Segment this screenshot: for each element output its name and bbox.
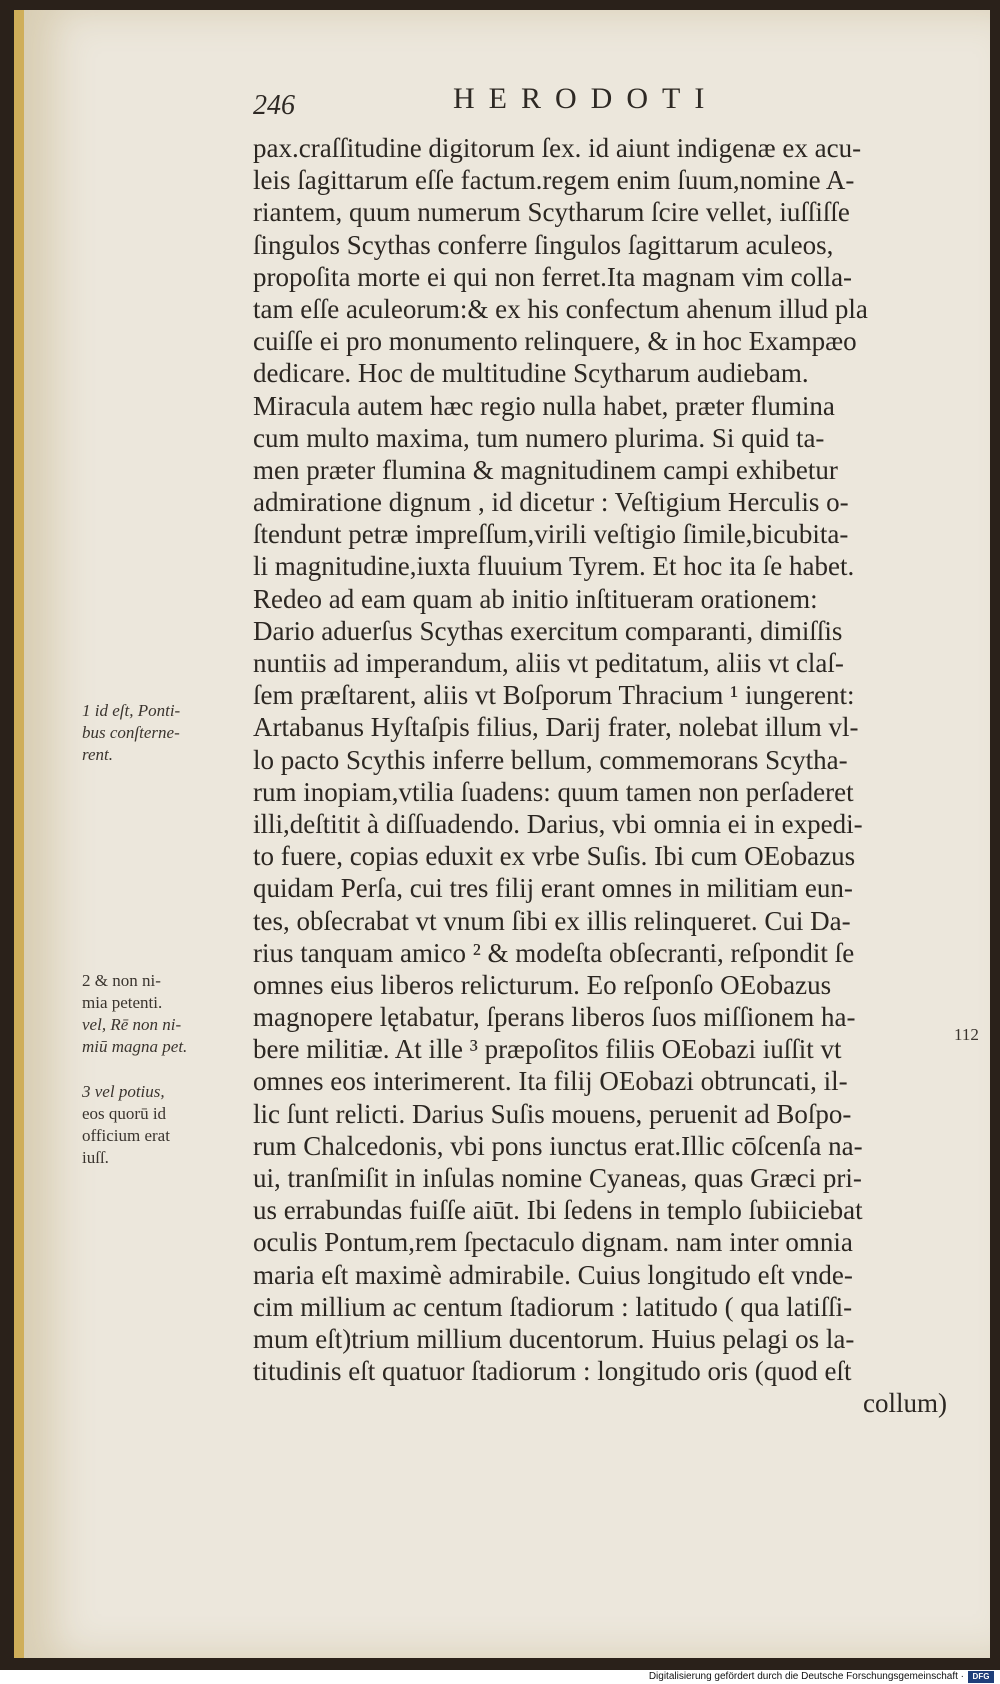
marginal-note-line: bus conſterne- (82, 723, 180, 742)
text-line: magnopere lętabatur, ſperans liberos ſuos miſſionem ha- (253, 1002, 856, 1033)
body-text (253, 132, 953, 1420)
text-line: mum eſt)trium millium ducentorum. Huius pelagi os la- (253, 1323, 855, 1354)
text-line: lic ſunt relicti. Darius Suſis mouens, peruenit ad Boſpo- (253, 1098, 852, 1129)
text-line: Redeo ad eam quam ab initio inſtitueram orationem: (253, 583, 818, 614)
text-line: to fuere, copias eduxit ex vrbe Suſis. Ibi cum OEobazus (253, 841, 856, 872)
text-line: tam eſſe aculeorum:& ex his confectum ahenum illud pla (253, 293, 868, 324)
footer-credit: Digitalisierung gefördert durch die Deutsche Forschungsgemeinschaft · (648, 1671, 964, 1682)
text-line: ſtendunt petræ impreſſum,virili veſtigio ſimile,bicubita- (253, 519, 849, 550)
text-line: nuntiis ad imperandum, aliis vt peditatum, aliis vt claſ- (253, 648, 844, 678)
text-line: ſingulos Scythas conferre ſingulos ſagittarum aculeos, (253, 229, 834, 260)
text-line: leis ſagittarum eſſe factum.regem enim ſuum,nomine A- (253, 165, 855, 196)
text-line: cuiſſe ei pro monumento relinquere, & in hoc Exampæo (253, 326, 857, 357)
page-header (253, 82, 773, 132)
marginal-note-line: 3 vel potius, (82, 1082, 165, 1101)
text-line: pax.craſſitudine digitorum ſex. id aiunt indigenæ ex acu- (253, 133, 862, 163)
marginal-note-2 (82, 970, 248, 1058)
marginal-note-3 (82, 1081, 248, 1169)
text-line: li magnitudine,iuxta fluuium Tyrem. Et hoc ita ſe habet. (253, 551, 855, 582)
text-line: propoſita morte ei qui non ferret.Ita magnam vim colla- (253, 261, 853, 292)
text-line: tes, obſecrabat vt vnum ſibi ex illis relinqueret. Cui Da- (253, 905, 851, 936)
text-line: maria eſt maximè admirabile. Cuius longitudo eſt vnde- (253, 1259, 853, 1290)
marginal-note-1 (82, 700, 248, 766)
marginal-note-line: miū magna pet. (82, 1037, 188, 1056)
text-line: Artabanus Hyſtaſpis filius, Darij frater, nolebat illum vl- (253, 712, 859, 743)
text-line: dedicare. Hoc de multitudine Scytharum audiebam. (253, 358, 809, 389)
marginal-note-line: mia petenti. (82, 993, 163, 1012)
text-line: us errabundas fuiſſe aiūt. Ibi ſedens in templo ſubiiciebat (253, 1195, 863, 1226)
footer-bar (0, 1670, 1000, 1684)
marginal-note-line: iuſſ. (82, 1148, 109, 1167)
text-line: illi,deſtitit à diſſuadendo. Darius, vbi omnia ei in expedi- (253, 808, 863, 839)
text-line: lo pacto Scythis inferre bellum, commemorans Scytha- (253, 744, 848, 775)
text-line: omnes eius liberos relicturum. Eo reſponſo OEobazus (253, 969, 832, 1000)
text-line: rius tanquam amico ² & modeſta obſecranti, reſpondit ſe (253, 937, 855, 968)
marginal-note-line: rent. (82, 745, 114, 764)
text-line: oculis Pontum,rem ſpectaculo dignam. nam inter omnia (253, 1227, 853, 1258)
text-line: rum Chalcedonis, vbi pons iunctus erat.Illic cōſcenſa na- (253, 1130, 863, 1161)
text-line: bere militiæ. At ille ³ præpoſitos filiis OEobazi iuſſit vt (253, 1034, 842, 1065)
text-line: ui, tranſmiſit in inſulas nomine Cyaneas, quas Græci pri- (253, 1163, 862, 1193)
text-line: Miracula autem hæc regio nulla habet, præter flumina (253, 390, 835, 421)
text-line: men præter flumina & magnitudinem campi exhibetur (253, 454, 838, 485)
page-number: 246 (253, 90, 295, 121)
text-line: titudinis eſt quatuor ſtadiorum : longitudo oris (quod eſt (253, 1356, 852, 1387)
text-line: omnes eos interimerent. Ita filij OEobazi obtruncati, il- (253, 1066, 848, 1097)
marginal-note-line: officium erat (82, 1126, 170, 1145)
text-line-last: collum) (863, 1388, 947, 1419)
text-line: admiratione dignum , id dicetur : Veſtigium Herculis o- (253, 487, 849, 518)
section-number: 112 (954, 1025, 979, 1044)
running-head: HERODOTI (453, 82, 719, 115)
text-line: cim millium ac centum ſtadiorum : latitudo ( qua latiſſi- (253, 1291, 853, 1322)
text-line: ſem præſtarent, aliis vt Boſporum Thracium ¹ iungerent: (253, 680, 855, 711)
text-line: Dario aduerſus Scythas exercitum comparanti, dimiſſis (253, 615, 843, 646)
marginal-note-line: 1 id eſt, Ponti- (82, 701, 181, 720)
marginal-note-line: eos quorū id (82, 1104, 167, 1123)
marginal-note-line: 2 & non ni- (82, 971, 161, 990)
text-line: riantem, quum numerum Scytharum ſcire vellet, iuſſiſſe (253, 197, 850, 228)
text-line: rum inopiam,vtilia ſuadens: quum tamen non perſaderet (253, 776, 854, 807)
marginal-note-line: vel, Rē non ni- (82, 1015, 182, 1034)
dfg-logo: DFG (968, 1671, 994, 1683)
text-line: cum multo maxima, tum numero plurima. Si quid ta- (253, 422, 825, 453)
text-line: quidam Perſa, cui tres filij erant omnes in militiam eun- (253, 873, 853, 904)
